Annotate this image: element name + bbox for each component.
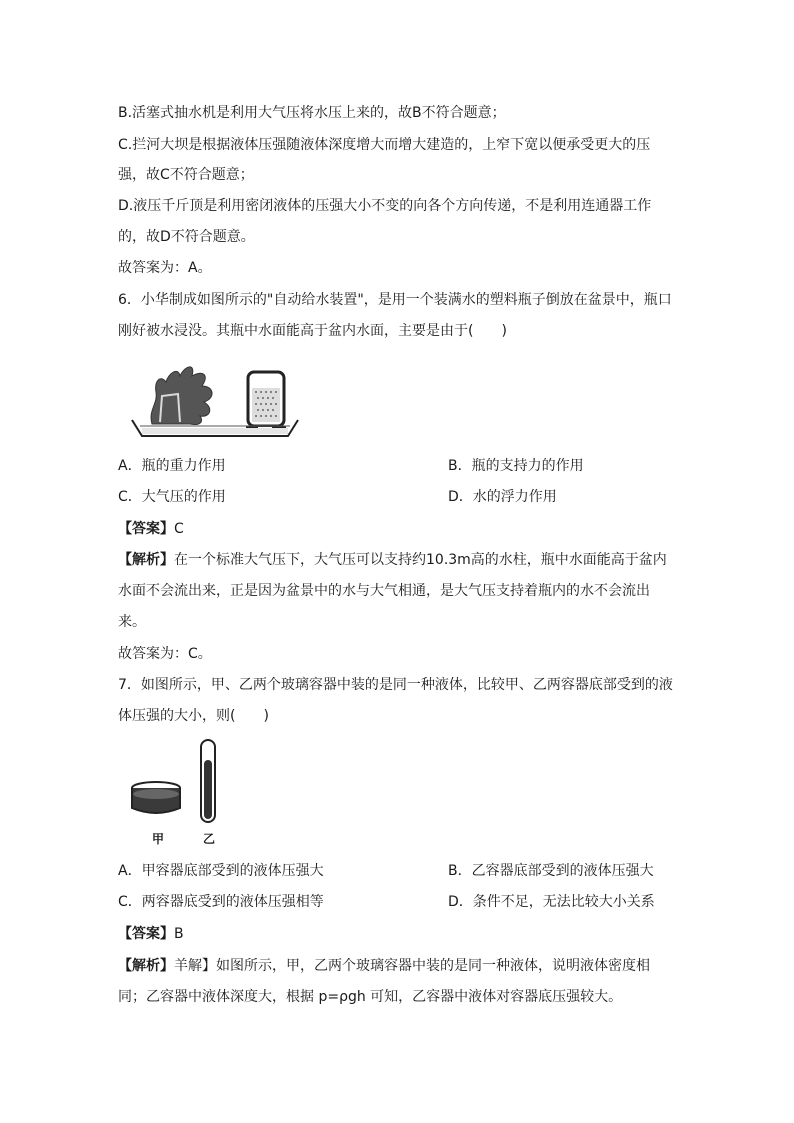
q6-analysis-line3: 来。 <box>118 614 146 630</box>
prev-option-d-explanation-line1: D.液压千斤顶是利用密闭液体的压强大小不变的向各个方向传递，不是利用连通器工作 <box>118 198 652 214</box>
q6-analysis-label: 【解析】 <box>118 552 174 568</box>
prev-option-c-explanation-line2: 强，故C不符合题意； <box>118 167 254 183</box>
q6-answer-label: 【答案】 <box>118 521 174 537</box>
prev-option-d-explanation-line2: 的，故D不符合题意。 <box>118 229 255 245</box>
q7-answer-value: B <box>174 926 184 942</box>
prev-option-c-explanation-line1: C.拦河大坝是根据液体压强随液体深度增大而增大建造的，上窄下宽以便承受更大的压 <box>118 137 651 153</box>
q7-answer-label: 【答案】 <box>118 926 174 942</box>
q7-stem-line1: 7．如图所示，甲、乙两个玻璃容器中装的是同一种液体，比较甲、乙两容器底部受到的液 <box>118 677 673 693</box>
q6-analysis-line2: 水面不会流出来，正是因为盆景中的水与大气相通，是大气压支持着瓶内的水不会流出 <box>118 583 650 599</box>
q6-option-a[interactable]: A．瓶的重力作用 <box>118 458 226 474</box>
q6-figure-auto-water-device <box>130 352 300 442</box>
prev-option-b-explanation: B.活塞式抽水机是利用大气压将水压上来的，故B不符合题意； <box>118 105 506 121</box>
q6-analysis-line1 <box>118 551 667 569</box>
q7-figure-containers <box>128 736 228 836</box>
q7-option-c[interactable]: C．两容器底受到的液体压强相等 <box>118 894 324 910</box>
q7-answer <box>118 925 184 943</box>
q6-option-b[interactable]: B．瓶的支持力的作用 <box>448 458 584 474</box>
q7-analysis-line2: 同；乙容器中液体深度大，根据 p=ρgh 可知，乙容器中液体对容器底压强较大。 <box>118 989 623 1005</box>
q6-answer-value: C <box>174 521 184 537</box>
q7-option-a[interactable]: A．甲容器底部受到的液体压强大 <box>118 863 324 879</box>
q7-figure-label-yi: 乙 <box>203 832 216 846</box>
q6-option-c[interactable]: C．大气压的作用 <box>118 489 226 505</box>
q7-option-d[interactable]: D．条件不足，无法比较大小关系 <box>448 894 655 910</box>
q6-analysis-text1: 在一个标准大气压下，大气压可以支持约10.3m高的水柱，瓶中水面能高于盆内 <box>174 552 667 568</box>
q6-stem-line2: 刚好被水浸没。其瓶中水面能高于盆内水面，主要是由于( ) <box>118 323 507 339</box>
q7-stem-line2: 体压强的大小，则( ) <box>118 708 269 724</box>
q7-figure-label-jia: 甲 <box>152 832 165 846</box>
q6-stem-line1: 6．小华制成如图所示的"自动给水装置"，是用一个装满水的塑料瓶子倒放在盆景中，瓶口 <box>118 292 672 308</box>
q6-option-d[interactable]: D．水的浮力作用 <box>448 489 557 505</box>
q6-final-answer: 故答案为：C。 <box>118 646 212 662</box>
q7-option-b[interactable]: B．乙容器底部受到的液体压强大 <box>448 863 654 879</box>
q7-analysis-text1: 羊解】如图所示，甲，乙两个玻璃容器中装的是同一种液体，说明液体密度相 <box>174 958 650 974</box>
q7-analysis-line1 <box>118 957 650 975</box>
q6-answer <box>118 520 184 538</box>
prev-final-answer: 故答案为：A。 <box>118 260 212 276</box>
q7-analysis-label: 【解析】 <box>118 958 174 974</box>
